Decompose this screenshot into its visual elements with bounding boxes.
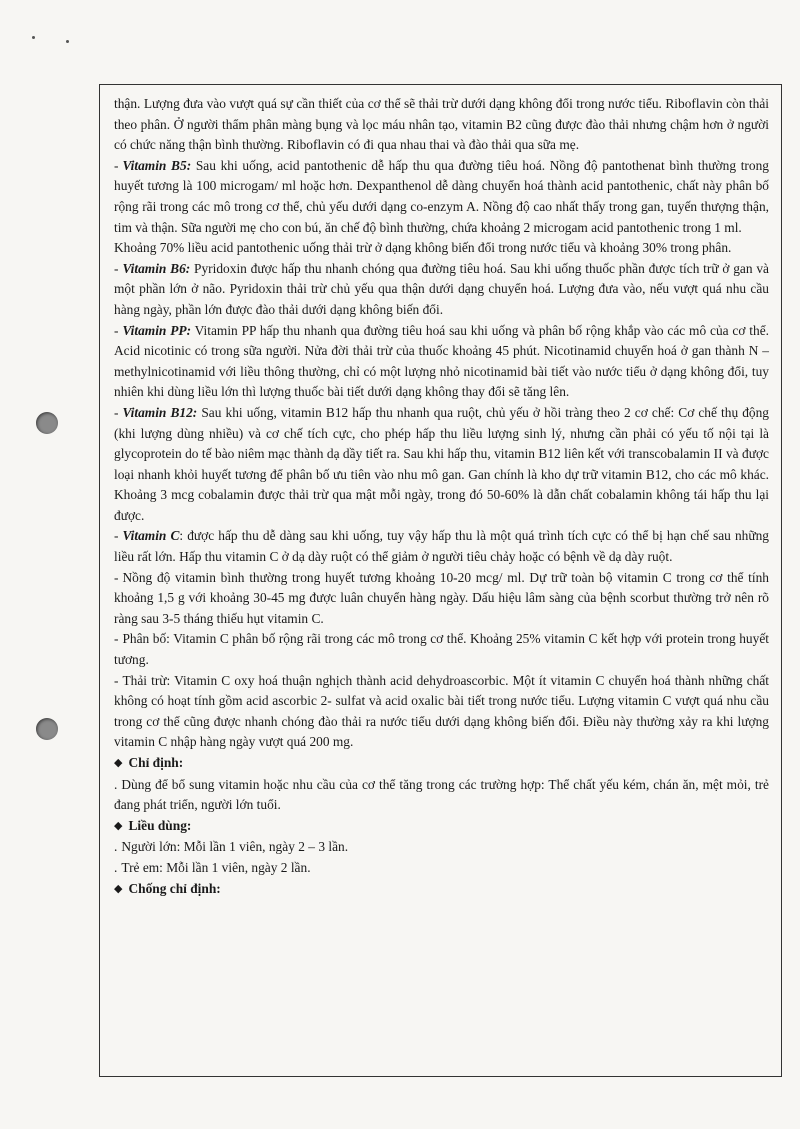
vitamin-pp-item [114, 321, 769, 403]
vitamin-c-label: Vitamin C [122, 528, 180, 544]
vitamin-b6-label: Vitamin B6: [122, 260, 191, 276]
vitamin-c-point-distribution [114, 629, 769, 670]
vitamin-b5-text: Sau khi uống, acid pantothenic dễ hấp thu qua đường tiêu hoá. Nồng độ pantothenat bình thường trong huyết tương là 100 microgam/ ml hoặc hơn. Dexpanthenol dễ dàng chuyển hoá thành acid pantothenic, chất này phân bố rộng rãi trong các mô trong cơ thể, chủ yếu dưới dạng co-enzym A. Nồng độ cao nhất thấy trong gan, tuyến thượng thận, tim và thận. Sữa người mẹ cho con bú, ăn chế độ bình thường, chứa khoảng 2 microgam acid pantothenic trong 1 ml. [114, 157, 769, 235]
vitamin-b12-text: Sau khi uống, vitamin B12 hấp thu nhanh qua ruột, chủ yếu ở hồi tràng theo 2 cơ chế: Cơ chế thụ động (khi lượng dùng nhiều) và cơ chế tích cực, cho phép hấp thu liều lượng sinh lý, nhưng cần phải có yếu tố nội tại là glycoprotein do tế bào niêm mạc thành dạ dầy tiết ra. Sau khi hấp thu, vitamin B12 liên kết với transcobalamin II và được loại nhanh khỏi huyết tương để phân bố ưu tiên vào nhu mô gan. Gan chính là kho dự trữ vitamin B12, cho các mô khác. Khoảng 3 mcg cobalamin được thải trừ qua mật mỗi ngày, trong đó 50-60% là dẫn chất cobalamin không tái hấp thu lại được. [114, 404, 769, 523]
bullet-dot: . [114, 859, 118, 875]
bullet-dash: - [114, 569, 119, 585]
scan-speck [32, 36, 35, 39]
dosage-heading [114, 816, 769, 838]
indication-heading-text: Chỉ định: [128, 755, 184, 770]
vitamin-c-point-text: Phân bố: Vitamin C phân bố rộng rãi trong các mô trong cơ thể. Khoảng 25% vitamin C kết hợp với protein trong huyết tương. [114, 631, 769, 668]
vitamin-b5-extra: Khoảng 70% liều acid pantothenic uống thải trừ ở dạng không biến đổi trong nước tiểu và khoảng 30% trong phân. [114, 240, 732, 256]
indication-item [114, 775, 769, 816]
diamond-bullet-icon: ◆ [114, 882, 123, 895]
dosage-child-text: Trẻ em: Mỗi lần 1 viên, ngày 2 lần. [121, 859, 311, 875]
document-frame [99, 84, 782, 1077]
bullet-dash: - [114, 631, 119, 647]
bullet-dash: - [114, 404, 119, 420]
indication-heading [114, 753, 769, 775]
vitamin-pp-label: Vitamin PP: [122, 322, 192, 338]
diamond-bullet-icon: ◆ [114, 757, 123, 769]
vitamin-b6-item [114, 259, 769, 321]
bullet-dot: . [114, 776, 118, 792]
bullet-dash: - [114, 260, 119, 276]
vitamin-b12-label: Vitamin B12: [122, 404, 198, 420]
indication-text: Dùng để bổ sung vitamin hoặc nhu cầu của cơ thể tăng trong các trường hợp: Thể chất yếu kém, chán ăn, mệt mỏi, trẻ đang phát triển, người lớn tuổi. [114, 776, 769, 813]
punch-hole-top [36, 412, 58, 434]
intro-paragraph: thận. Lượng đưa vào vượt quá sự cần thiết của cơ thể sẽ thải trừ dưới dạng không đổi trong nước tiểu. Riboflavin còn thải theo phân. Ở người thẩm phân màng bụng và lọc máu nhân tạo, vitamin B2 cũng được đào thải nhưng chậm hơn ở người có chức năng thận bình thường. Riboflavin có đi qua nhau thai và đào thải qua sữa mẹ. [114, 96, 769, 153]
vitamin-c-point-elimination [114, 671, 769, 753]
vitamin-pp-text: Vitamin PP hấp thu nhanh qua đường tiêu hoá sau khi uống và phân bố rộng khắp vào các mô của cơ thể. Acid nicotinic có trong sữa người. Nửa đời thải trừ của thuốc khoảng 45 phút. Nicotinamid chuyển hoá ở gan thành N – methylnicotinamid với liều thông thường, chỉ có một lượng nhỏ nicotinamid bài tiết vào nước tiểu ở dạng không đổi, tuy nhiên khi dùng liều lớn thì lượng thuốc bài tiết dưới dạng không thay đổi sẽ tăng lên. [114, 322, 770, 400]
diamond-bullet-icon: ◆ [114, 819, 123, 832]
dosage-child [114, 858, 769, 879]
bullet-dash: - [114, 157, 119, 173]
dosage-adult [114, 837, 769, 858]
contraindication-heading-text: Chống chỉ định: [128, 880, 221, 896]
bullet-dash: - [114, 322, 119, 338]
dosage-heading-text: Liều dùng: [128, 817, 192, 833]
bullet-dot: . [114, 839, 118, 855]
contraindication-heading [114, 879, 769, 901]
vitamin-c-point-text: Thải trừ: Vitamin C oxy hoá thuận nghịch thành acid dehydroascorbic. Một ít vitamin C chuyển hoá thành những chất không có hoạt tính gồm acid ascorbic 2- sulfat và acid oxalic bài tiết trong nước tiểu. Lượng vitamin C vượt quá nhu cầu trong cơ thể cũng được nhanh chóng đào thải ra nước tiểu dưới dạng không biến đổi. Điều này thường xảy ra khi lượng vitamin C nhập hàng ngày vượt quá 200 mg. [114, 672, 769, 750]
vitamin-b12-item [114, 403, 769, 527]
vitamin-c-point-text: Nồng độ vitamin bình thường trong huyết tương khoảng 10-20 mcg/ ml. Dự trữ toàn bộ vitamin C trong cơ thể tính khoảng 1,5 g với khoảng 30-45 mg được luân chuyển hàng ngày. Dấu hiệu lâm sàng của bệnh scorbut thường trở nên rõ ràng sau 3-5 tháng thiếu hụt vitamin C. [114, 569, 769, 626]
vitamin-b5-item [114, 156, 769, 238]
vitamin-c-point-concentration [114, 568, 769, 630]
vitamin-c-item [114, 526, 769, 567]
vitamin-c-text: : được hấp thu dễ dàng sau khi uống, tuy vậy hấp thu là một quá trình tích cực có thể bị hạn chế sau những liều rất lớn. Hấp thu vitamin C ở dạ dày ruột có thể giảm ở người tiêu chảy hoặc có bệnh về dạ dày ruột. [114, 528, 769, 565]
scan-speck [66, 40, 69, 43]
vitamin-b6-text: Pyridoxin được hấp thu nhanh chóng qua đường tiêu hoá. Sau khi uống thuốc phần được tích trữ ở gan và một phần lớn ở não. Pyridoxin thải trừ chủ yếu qua thận dưới dạng chuyển hoá. Lượng đưa vào, nếu vượt quá nhu cầu hàng ngày, phần lớn được đào thải dưới dạng không biến đổi. [114, 260, 769, 317]
punch-hole-bottom [36, 718, 58, 740]
dosage-adult-text: Người lớn: Mỗi lần 1 viên, ngày 2 – 3 lần. [121, 839, 349, 855]
bullet-dash: - [114, 528, 119, 544]
bullet-dash: - [114, 672, 119, 688]
vitamin-b5-label: Vitamin B5: [122, 157, 192, 173]
